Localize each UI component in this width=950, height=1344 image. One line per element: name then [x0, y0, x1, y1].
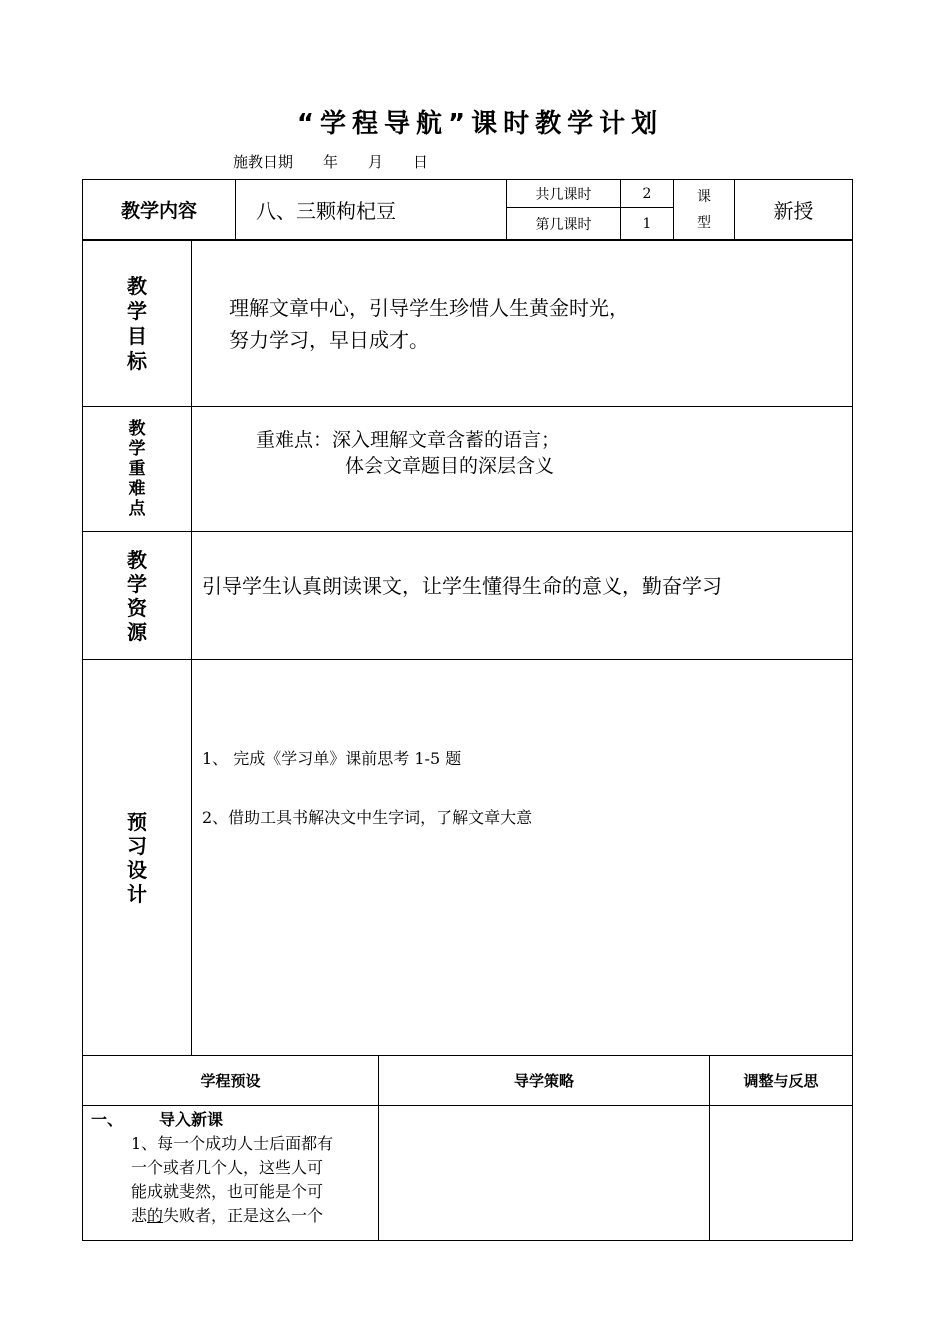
lesson-type-label — [674, 180, 735, 240]
teaching-date-line: 施教日期 年 月 日 — [233, 153, 429, 171]
current-period-label: 第几课时 — [507, 208, 621, 240]
col-head-strategy: 导学策略 — [379, 1056, 710, 1106]
preview-label-char: 习 — [127, 833, 147, 858]
total-periods-value: 2 — [621, 180, 674, 208]
col-head-reflection: 调整与反思 — [710, 1056, 853, 1106]
para-line: 能成就斐然，也可能是个可 — [131, 1182, 324, 1201]
resources-text: 引导学生认真朗读课文，让学生懂得生命的意义，勤奋学习 — [192, 532, 853, 660]
lesson-title: 八、三颗枸杞豆 — [236, 180, 507, 240]
preview-label-char: 预 — [127, 809, 147, 834]
lesson-type-label-char2: 型 — [697, 214, 711, 231]
section-number: 一、 — [91, 1110, 124, 1129]
goals-label-char: 标 — [127, 348, 147, 373]
key-points-label-char: 重 — [128, 459, 146, 479]
key-points-label-char: 学 — [128, 439, 146, 459]
resources-label-char: 源 — [127, 619, 147, 644]
preview-label — [83, 660, 192, 1056]
key-points-text — [192, 407, 853, 532]
key-points-label-char: 点 — [128, 499, 146, 519]
resources-label-char: 学 — [127, 571, 147, 596]
goals-label-char: 学 — [127, 298, 147, 323]
preview-item-2: 2、借助工具书解决文中生字词，了解文章大意 — [202, 808, 533, 827]
goals-label-char: 目 — [127, 323, 147, 348]
key-points-label-char: 教 — [128, 419, 146, 439]
para-line: 一个或者几个人，这些人可 — [131, 1158, 324, 1177]
goals-line-2: 努力学习，早日成才。 — [229, 327, 429, 352]
current-period-value: 1 — [621, 208, 674, 240]
underlined-char: 的 — [147, 1206, 164, 1225]
total-periods-label: 共几课时 — [507, 180, 621, 208]
para-line: 1、每一个成功人士后面都有 — [131, 1134, 334, 1153]
section-heading — [91, 1108, 374, 1132]
para-text: 悲 — [131, 1206, 148, 1225]
lesson-type-label-char1: 课 — [697, 188, 711, 205]
col-head-process: 学程预设 — [83, 1056, 379, 1106]
preview-label-char: 设 — [127, 857, 147, 882]
resources-label-char: 资 — [127, 595, 147, 620]
key-points-label-char: 难 — [128, 479, 146, 499]
goals-line-1: 理解文章中心，引导学生珍惜人生黄金时光， — [229, 295, 629, 320]
page-title: “学程导航”课时教学计划 — [296, 109, 664, 139]
header-table — [82, 179, 853, 240]
goals-label — [83, 241, 192, 407]
key-points-line-1: 重难点：深入理解文章含蓄的语言； — [256, 429, 561, 451]
section-paragraph — [91, 1132, 374, 1228]
process-cell — [83, 1106, 379, 1241]
section-title: 导入新课 — [159, 1110, 224, 1129]
resources-label-char: 教 — [127, 547, 147, 572]
strategy-cell — [379, 1106, 710, 1241]
preview-text — [192, 660, 853, 1056]
reflection-cell — [710, 1106, 853, 1241]
preview-label-char: 计 — [127, 881, 147, 906]
para-text: 失败者，正是这么一个 — [163, 1206, 324, 1225]
key-points-line-2: 体会文章题目的深层含义 — [345, 455, 555, 477]
preview-item-1: 1、 完成《学习单》课前思考 1-5 题 — [202, 749, 462, 768]
key-points-label — [83, 407, 192, 532]
process-table — [82, 1055, 853, 1241]
goals-label-char: 教 — [127, 273, 147, 298]
resources-label — [83, 532, 192, 660]
lesson-type-value: 新授 — [735, 180, 853, 240]
content-label: 教学内容 — [83, 180, 236, 240]
plan-table — [82, 240, 853, 1056]
goals-text — [192, 241, 853, 407]
para-line — [131, 1204, 374, 1228]
